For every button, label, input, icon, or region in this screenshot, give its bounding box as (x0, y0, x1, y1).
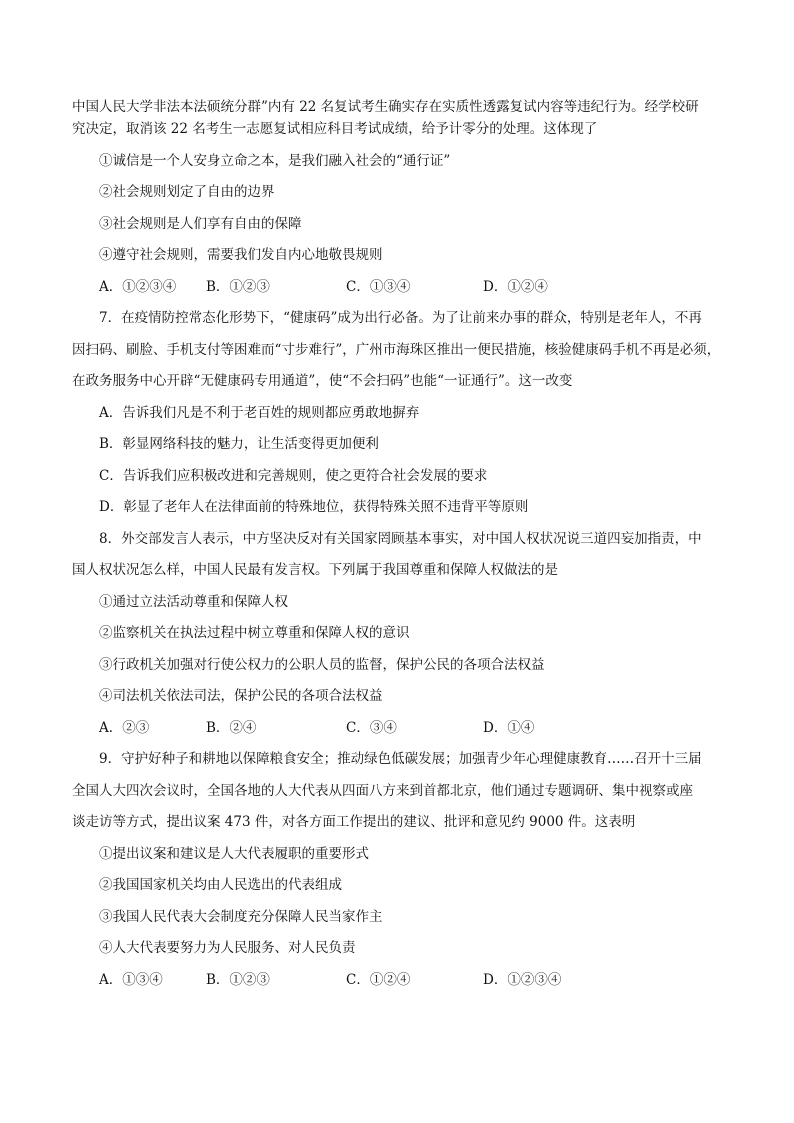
q9-option-b: B．①②③ (206, 971, 270, 988)
q9-stem-line-1: 9．守护好种子和耕地以保障粮食安全；推动绿色低碳发展；加强青少年心理健康教育……召开十三届 (99, 751, 702, 767)
q8-item-4: ④司法机关依法司法，保护公民的各项合法权益 (99, 688, 383, 704)
q7-stem-line-3: 在政务服务中心开辟“无健康码专用通道”，使“不会扫码”也能“一证通行”。这一改变 (72, 373, 573, 389)
q9-option-a: A．①③④ (99, 971, 163, 988)
q8-option-d: D．①④ (483, 719, 535, 736)
q6-option-b: B．①②③ (206, 278, 270, 295)
q7-choice-b: B．彰显网络科技的魅力，让生活变得更加便利 (99, 436, 379, 452)
q9-item-3: ③我国人民代表大会制度充分保障人民当家作主 (99, 908, 383, 925)
q8-stem-line-1: 8．外交部发言人表示，中方坚决反对有关国家罔顾基本事实，对中国人权状况说三道四妄加指责，中 (99, 530, 702, 547)
q9-item-1: ①提出议案和建议是人大代表履职的重要形式 (99, 845, 369, 862)
q6-item-1: ①诚信是一个人安身立命之本，是我们融入社会的“通行证” (99, 152, 451, 169)
q9-option-d: D．①②③④ (483, 971, 562, 988)
q9-stem-line-3: 谈走访等方式，提出议案 473 件，对各方面工作提出的建议、批评和意见约 9000 件。这表明 (72, 814, 636, 830)
q7-choice-a: A．告诉我们凡是不利于老百姓的规则都应勇敢地摒弃 (99, 404, 420, 421)
q7-choice-c: C．告诉我们应积极改进和完善规则，使之更符合社会发展的要求 (99, 467, 488, 484)
q6-option-d: D．①②④ (483, 278, 548, 295)
q8-option-c: C．③④ (346, 719, 397, 736)
q9-stem-line-2: 全国人大四次会议时，全国各地的人大代表从四面八方来到首都北京，他们通过专题调研、集中视察或座 (72, 782, 693, 799)
q6-stem-line-1: 中国人民大学非法本法硕统分群”内有 22 名复试考生确实存在实质性透露复试内容等违纪行为。经学校研 (72, 99, 699, 115)
q9-option-c: C．①②④ (346, 971, 411, 988)
q8-option-a: A．②③ (99, 719, 150, 736)
q7-stem-line-2: 因扫码、刷脸、手机支付等困难而“寸步难行”，广州市海珠区推出一便民措施，核验健康码手机不再是必须， (72, 341, 721, 358)
q8-item-2: ②监察机关在执法过程中树立尊重和保障人权的意识 (99, 625, 410, 641)
q6-stem-line-2: 究决定，取消该 22 名考生一志愿复试相应科目考试成绩，给予计零分的处理。这体现了 (72, 121, 598, 137)
q9-item-2: ②我国国家机关均由人民选出的代表组成 (99, 877, 342, 893)
q7-stem-line-1: 7．在疫情防控常态化形势下，“健康码”成为出行必备。为了让前来办事的群众，特别是老年人，不再 (99, 310, 702, 326)
q9-options (72, 969, 720, 991)
q6-item-2: ②社会规则划定了自由的边界 (99, 184, 275, 200)
q6-options (72, 276, 720, 298)
page-content (72, 96, 720, 1000)
q6-option-c: C．①③④ (346, 278, 411, 295)
q7-choice-d: D．彰显了老年人在法律面前的特殊地位，获得特殊关照不违背平等原则 (99, 499, 529, 515)
q6-item-4: ④遵守社会规则，需要我们发自内心地敬畏规则 (99, 247, 383, 263)
q6-item-3: ③社会规则是人们享有自由的保障 (99, 215, 302, 232)
q6-option-a: A．①②③④ (99, 278, 177, 295)
q8-item-3: ③行政机关加强对行使公权力的公职人员的监督，保护公民的各项合法权益 (99, 656, 545, 673)
q9-item-4: ④人大代表要努力为人民服务、对人民负责 (99, 940, 356, 956)
q8-item-1: ①通过立法活动尊重和保障人权 (99, 593, 288, 610)
q8-option-b: B．②④ (206, 719, 257, 736)
q8-options (72, 717, 720, 739)
q8-stem-line-2: 国人权状况怎么样，中国人民最有发言权。下列属于我国尊重和保障人权做法的是 (72, 562, 558, 578)
